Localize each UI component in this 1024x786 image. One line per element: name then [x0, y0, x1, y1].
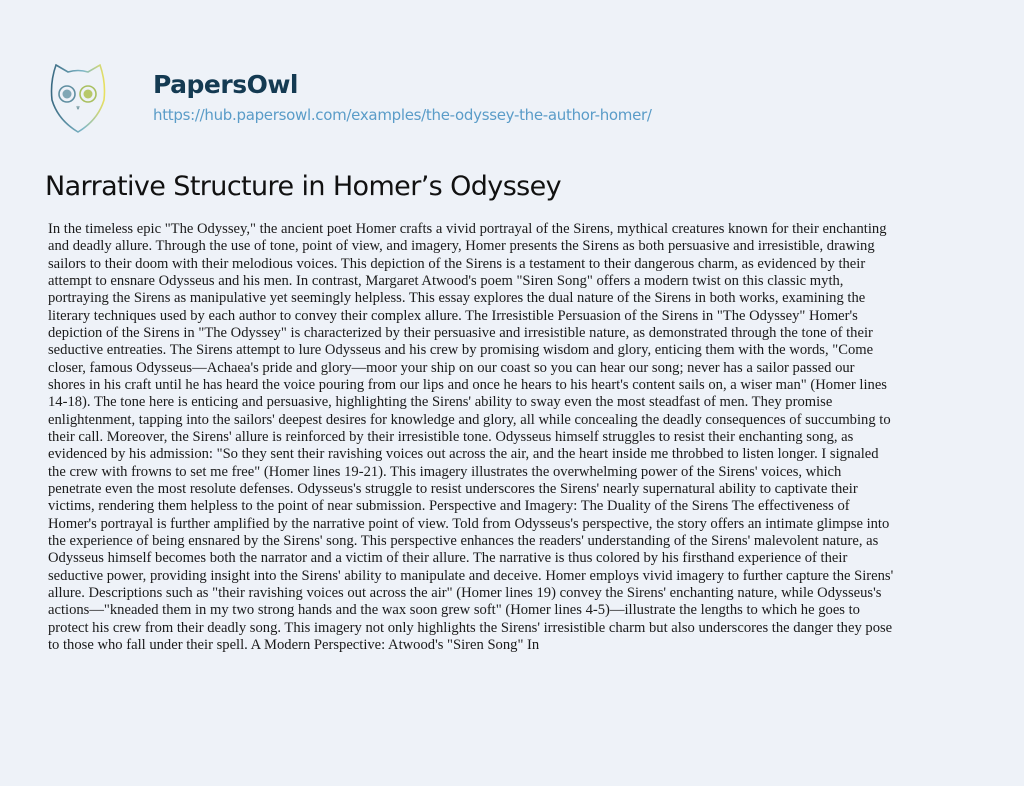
essay-text-line: literary techniques used by each author to convey their complex allure. The Irresistible Persuasion of the Sirens in "The Odyssey" Homer's — [48, 307, 858, 324]
owl-logo-icon — [48, 62, 108, 134]
essay-text-line: Odysseus himself becomes both the narrator and a victim of their allure. The narrative is thus colored by his firsthand experience of their — [48, 550, 848, 567]
brand-name: PapersOwl — [153, 70, 298, 99]
essay-text-line: depiction of the Sirens in "The Odyssey" is characterized by their persuasive and irresistible nature, as demonstrated through the tone of their — [48, 324, 873, 341]
essay-text-line: Homer's portrayal is further amplified by the narrative point of view. Told from Odysseus's perspective, the story offers an intimate glimpse into — [48, 515, 890, 532]
essay-text-line: the crew with frowns to set me free" (Homer lines 19-21). This imagery illustrates the overwhelming power of the Sirens' voices, which — [48, 463, 842, 480]
essay-text-line: closer, famous Odysseus—Achaea's pride and glory—moor your ship on our coast so you can hear our song; never has a sailor passed our — [48, 359, 855, 376]
essay-text-line: victims, rendering them helpless to the point of near submission. Perspective and Imagery: The Duality of the Sirens The effectiveness of — [48, 498, 850, 515]
essay-text-line: allure. Descriptions such as "their ravishing voices out across the air" (Homer lines 19) convey the Sirens' enchanting nature, while Odysseus's — [48, 584, 882, 601]
essay-text-line: portraying the Sirens as manipulative yet seemingly helpless. This essay explores the dual nature of the Sirens in both works, examining the — [48, 290, 866, 307]
essay-text-line: seductive power, providing insight into the Sirens' ability to manipulate and deceive. Homer employs vivid imagery to further capture the Sirens' — [48, 567, 894, 584]
essay-text-line: the experience of being ensnared by the Sirens' song. This perspective enhances the readers' understanding of the Sirens' malevolent nature, as — [48, 532, 879, 549]
essay-text-line: to those who fall under their spell. A Modern Perspective: Atwood's "Siren Song" In — [48, 636, 540, 653]
essay-text-line: their call. Moreover, the Sirens' allure is reinforced by their irresistible tone. Odysseus himself struggles to resist their enchanting song, as — [48, 428, 854, 445]
essay-text-line: attempt to ensnare Odysseus and his men. In contrast, Margaret Atwood's poem "Siren Song" offers a modern twist on this classic myth, — [48, 272, 844, 289]
essay-text-line: enlightenment, tapping into the sailors' deepest desires for knowledge and glory, all while concealing the deadly consequences of succumbing to — [48, 411, 891, 428]
essay-text-line: evidenced by his admission: "So they sent their ravishing voices out across the air, and the heart inside me throbbed to listen longer. I signaled — [48, 446, 879, 463]
essay-text-line: 14-18). The tone here is enticing and persuasive, highlighting the Sirens' ability to sway even the most steadfast of men. They promise — [48, 394, 833, 411]
essay-text-line: In the timeless epic "The Odyssey," the ancient poet Homer crafts a vivid portrayal of the Sirens, mythical creatures known for their enchanting — [48, 221, 887, 237]
essay-text-line: sailors to their doom with their melodious voices. This depiction of the Sirens is a testament to their dangerous charm, as evidenced by their — [48, 255, 866, 272]
essay-text-line: penetrate even the most resolute defenses. Odysseus's struggle to resist underscores the Sirens' nearly supernatural ability to captivate their — [48, 480, 858, 497]
essay-text-line: seductive entreaties. The Sirens attempt to lure Odysseus and his crew by promising wisdom and glory, enticing them with the words, "Come — [48, 342, 874, 359]
essay-text-line: protect his crew from their deadly song. This imagery not only highlights the Sirens' irresistible charm but also underscores the danger they pose — [48, 619, 893, 636]
essay-text-line: actions—"kneaded them in my two strong hands and the wax soon grew soft" (Homer lines 4-5)—illustrate the lengths to which he goes to — [48, 602, 860, 619]
source-url-link[interactable]: https://hub.papersowl.com/examples/the-odyssey-the-author-homer/ — [153, 106, 652, 124]
essay-text-line: shores in his craft until he has heard the voice pouring from our lips and once he hears to his heart's content sails on, a wiser man" (Homer lines — [48, 376, 887, 393]
essay-body — [48, 221, 988, 654]
essay-text-line: and deadly allure. Through the use of tone, point of view, and imagery, Homer presents the Sirens as both persuasive and irresistible, drawing — [48, 238, 875, 255]
page-title: Narrative Structure in Homer’s Odyssey — [45, 171, 562, 202]
